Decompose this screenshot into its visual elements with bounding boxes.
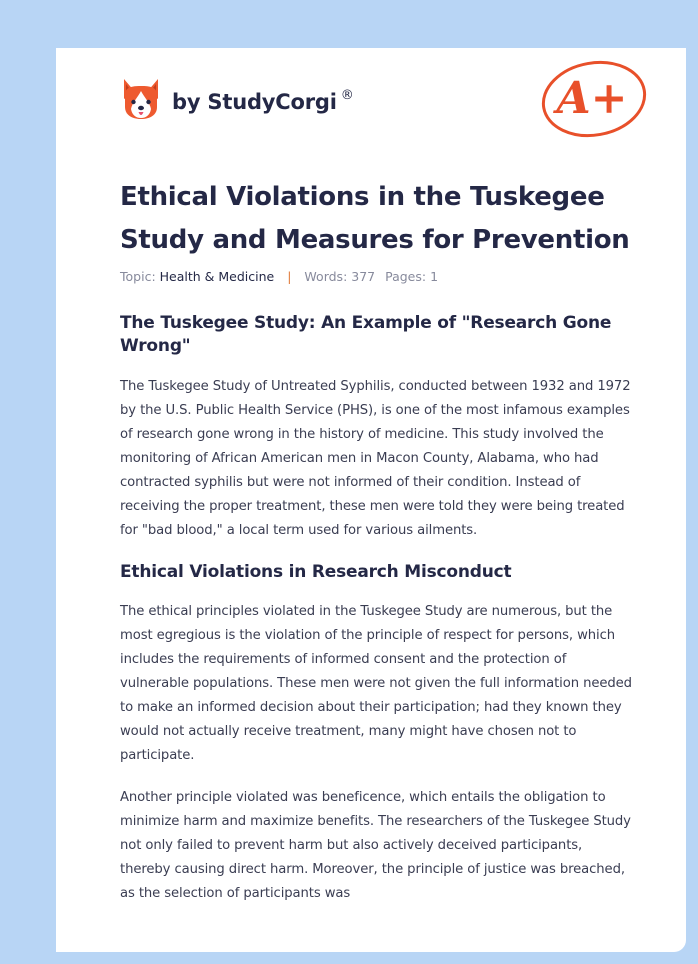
corgi-logo-icon (120, 77, 162, 123)
registered-mark: ® (340, 88, 354, 103)
section-heading: Ethical Violations in Research Misconduct (120, 562, 512, 582)
section-heading: The Tuskegee Study: An Example of "Research Gone Wrong" (120, 313, 612, 356)
paragraph: Another principle violated was beneficence, which entails the obligation to minimize harm and maximize benefits. The researchers of the Tuskegee Study not only failed to prevent harm but also actively deceived participants, thereby causing direct harm. Moreover, the principle of justice was breached, as the selection of participants was (120, 790, 631, 901)
a-plus-grade-stamp-icon (538, 58, 650, 140)
topic-link[interactable]: Health & Medicine (159, 269, 275, 284)
pages-label: Pages: (385, 269, 427, 284)
brand-name: by StudyCorgi ® (172, 88, 354, 114)
words-count: 377 (351, 269, 376, 284)
words-label: Words: (304, 269, 348, 284)
topic-label: Topic: (120, 269, 156, 284)
essay-body (120, 312, 632, 906)
essay-page (56, 48, 686, 952)
essay-title: Ethical Violations in the Tuskegee Study and Measures for Prevention (120, 182, 630, 255)
pages-count: 1 (430, 269, 439, 284)
paragraph: The ethical principles violated in the Tuskegee Study are numerous, but the most egregious is the violation of the principle of respect for persons, which includes the requirements of informed consent and the protection of vulnerable populations. These men were not given the full information needed to make an informed decision about their participation; had they known they would not actually receive treatment, many might have chosen not to participate. (120, 604, 632, 763)
grade-text: A+ (556, 73, 628, 124)
brand-logo[interactable] (120, 76, 354, 124)
paragraph: The Tuskegee Study of Untreated Syphilis, conducted between 1932 and 1972 by the U.S. Public Health Service (PHS), is one of the most infamous examples of research gone wrong in the history of medicine. This study involved the monitoring of African American men in Macon County, Alabama, who had contracted syphilis but were not informed of their condition. Instead of receiving the proper treatment, these men were told they were being treated for "bad blood," a local term used for various ailments. (120, 379, 631, 538)
meta-separator: | (287, 269, 292, 284)
essay-meta (120, 269, 438, 284)
